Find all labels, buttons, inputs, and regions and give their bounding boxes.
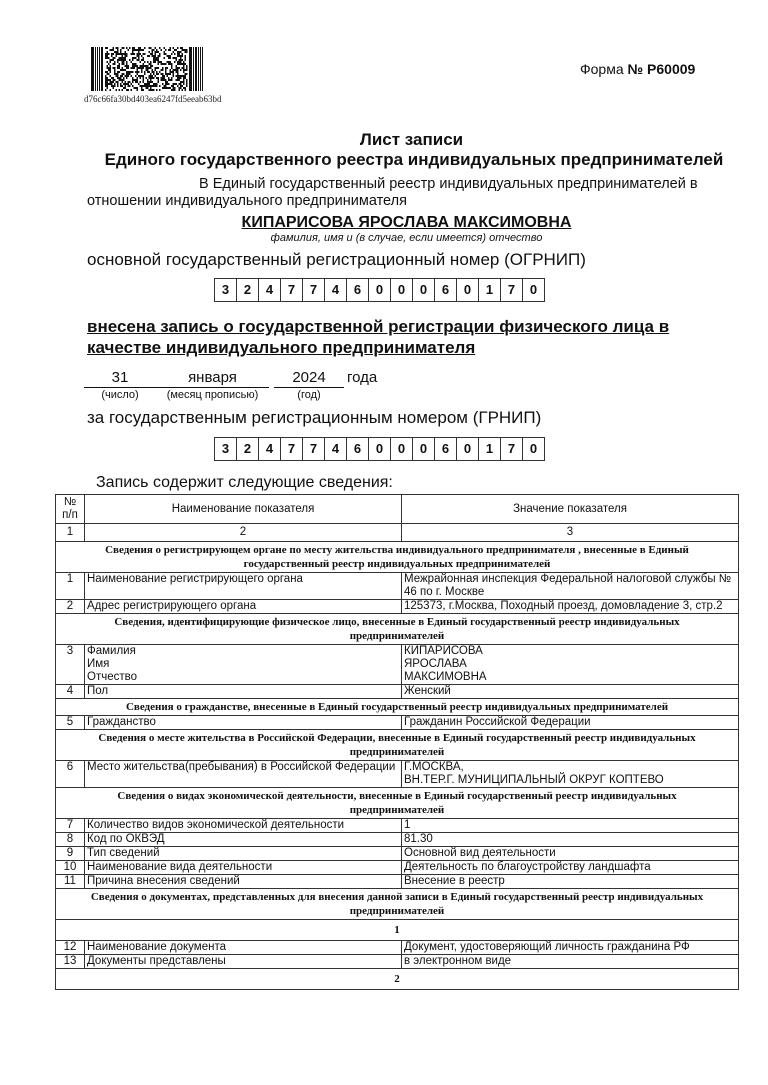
row-name: Тип сведений [85,847,402,861]
date-day: 31 [84,368,156,388]
grnip-number [214,437,545,461]
date-month-field [156,368,269,402]
row-num: 4 [56,685,85,699]
row-num: 12 [56,941,85,955]
full-name-caption: фамилия, имя и (в случае, если имеется) отчество [270,232,543,244]
table-row [56,819,739,833]
form-code: № Р60009 [627,61,696,77]
digit-box: 0 [457,279,479,301]
residence-district: ВН.ТЕР.Г. МУНИЦИПАЛЬНЫЙ ОКРУГ КОПТЕВО [404,774,664,786]
row-value [402,645,739,685]
row-name [85,645,402,685]
digit-box: 3 [215,279,237,301]
surname-value: КИПАРИСОВА [404,645,483,657]
table-row [56,573,739,600]
entry-description: внесена запись о государственной регистрации физического лица в качестве индивидуального предпринимателя [87,317,670,357]
row-num: 3 [56,645,85,685]
row-name: Количество видов экономической деятельности [85,819,402,833]
digit-box: 0 [529,441,538,456]
header-name: Наименование показателя [85,495,402,524]
digit-box: 1 [479,438,501,460]
row-value: Женский [402,685,739,699]
row-name: Наименование вида деятельности [85,861,402,875]
ogrnip-number [214,278,545,302]
row-value: Внесение в реестр [402,875,739,889]
col-number-1: 1 [56,524,85,542]
digit-box: 0 [391,438,413,460]
table-header-row [56,495,739,524]
digit-box: 6 [435,438,457,460]
form-number [580,61,695,77]
date-day-field [84,368,156,402]
document-title: Лист записи [359,130,464,149]
row-value: 81.30 [402,833,739,847]
row-name: Код по ОКВЭД [85,833,402,847]
row-name: Адрес регистрирующего органа [85,600,402,614]
table-row [56,685,739,699]
date-year-caption: (год) [297,389,321,401]
row-value: Деятельность по благоустройству ландшафта [402,861,739,875]
patronymic-label: Отчество [87,671,137,683]
row-num: 5 [56,716,85,730]
record-details-table [55,494,739,990]
row-num: 6 [56,761,85,788]
table-row [56,600,739,614]
surname-label: Фамилия [87,645,136,657]
digit-box: 2 [237,438,259,460]
row-value: Гражданин Российской Федерации [402,716,739,730]
date-year: 2024 [274,368,344,388]
digit-box: 0 [413,438,435,460]
barcode-hash: d76c66fa30bd403ea6247fd5eeab63bd [84,94,222,104]
row-name: Гражданство [85,716,402,730]
digit-box: 4 [325,438,347,460]
row-name: Пол [85,685,402,699]
row-num: 9 [56,847,85,861]
digit-box: 4 [259,438,281,460]
digit-box: 6 [435,279,457,301]
date-year-field [274,368,344,402]
first-name-label: Имя [87,658,110,670]
row-value: в электронном виде [402,955,739,969]
table-row [56,861,739,875]
barcode-icon [91,47,203,91]
record-contents-label: Запись содержит следующие сведения: [96,474,393,491]
digit-box: 7 [303,438,325,460]
table-row [56,833,739,847]
row-num: 11 [56,875,85,889]
row-name: Место жительства(пребывания) в Российской Федерации [85,761,402,788]
row-name: Наименование регистрирующего органа [85,573,402,600]
form-prefix: Форма [580,61,628,77]
digit-box: 7 [281,279,303,301]
digit-box: 0 [457,438,479,460]
section-header: Сведения о документах, представленных для внесения данной записи в Единый государственный реестр индивидуальных предпринимателей [56,889,739,920]
date-suffix: года [347,369,378,386]
intro-line-1: В Единый государственный реестр индивидуальных предпринимателей в [199,176,698,192]
row-value: Документ, удостоверяющий личность гражданина РФ [402,941,739,955]
digit-box: 0 [391,279,413,301]
row-num: 8 [56,833,85,847]
residence-city: Г.МОСКВА, [404,761,464,773]
patronymic-value: МАКСИМОВНА [404,671,487,683]
digit-box: 7 [303,279,325,301]
digit-box: 7 [501,279,523,301]
header-num: № п/п [56,495,85,524]
digit-box: 7 [281,438,303,460]
row-value: 1 [402,819,739,833]
digit-box: 0 [369,438,391,460]
document-group-header: 1 [56,920,739,941]
date-month: января [156,368,269,388]
col-number-3: 3 [402,524,739,542]
date-day-caption: (число) [101,389,139,401]
row-num: 1 [56,573,85,600]
digit-box: 7 [501,438,523,460]
section-header: Сведения о месте жительства в Российской Федерации, внесенные в Единый государственный реестр индивидуальных предпринимателей [56,730,739,761]
digit-box: 0 [529,282,538,297]
row-value [402,761,739,788]
section-header: Сведения о гражданстве, внесенные в Единый государственный реестр индивидуальных предпринимателей [56,699,739,716]
header-value: Значение показателя [402,495,739,524]
row-num: 13 [56,955,85,969]
digit-box: 2 [237,279,259,301]
ogrnip-label: основной государственный регистрационный номер (ОГРНИП) [87,250,586,269]
row-name: Причина внесения сведений [85,875,402,889]
digit-box: 3 [215,438,237,460]
first-name-value: ЯРОСЛАВА [404,658,467,670]
grnip-label: за государственным регистрационным номером (ГРНИП) [87,408,542,427]
section-header: Сведения, идентифицирующие физическое лицо, внесенные в Единый государственный реестр индивидуальных предпринимателей [56,614,739,645]
digit-box: 4 [259,279,281,301]
digit-box: 1 [479,279,501,301]
digit-box: 4 [325,279,347,301]
row-num: 2 [56,600,85,614]
table-row [56,716,739,730]
column-number-row [56,524,739,542]
table-row [56,941,739,955]
table-row [56,761,739,788]
row-num: 7 [56,819,85,833]
digit-box: 6 [347,438,369,460]
row-value: Основной вид деятельности [402,847,739,861]
section-header: Сведения о регистрирующем органе по месту жительства индивидуального предпринимателя , внесенные в Единый государственный реестр индивидуальных предпринимателей [56,542,739,573]
table-row [56,645,739,685]
row-value: 125373, г.Москва, Походный проезд, домовладение 3, стр.2 [402,600,739,614]
digit-box: 0 [369,279,391,301]
table-row [56,847,739,861]
digit-box: 6 [347,279,369,301]
document-subtitle: Единого государственного реестра индивидуальных предпринимателей [104,150,724,169]
document-group-header: 2 [56,969,739,990]
section-header: Сведения о видах экономической деятельности, внесенные в Единый государственный реестр индивидуальных предпринимателей [56,788,739,819]
table-row [56,955,739,969]
col-number-2: 2 [85,524,402,542]
row-name: Документы представлены [85,955,402,969]
row-num: 10 [56,861,85,875]
entrepreneur-full-name: КИПАРИСОВА ЯРОСЛАВА МАКСИМОВНА [241,214,572,231]
table-row [56,875,739,889]
intro-line-2: отношении индивидуального предпринимателя [87,193,407,209]
digit-box: 0 [413,279,435,301]
row-name: Наименование документа [85,941,402,955]
row-value: Межрайонная инспекция Федеральной налоговой службы № 46 по г. Москве [402,573,739,600]
date-month-caption: (месяц прописью) [166,389,259,401]
